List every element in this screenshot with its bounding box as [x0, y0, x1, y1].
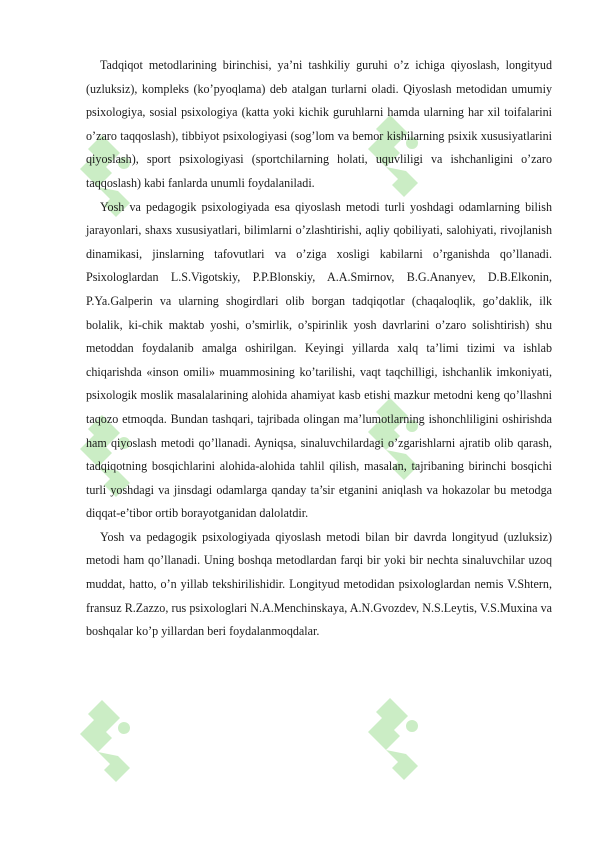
paragraph-3: Yosh va pedagogik psixologiyada qiyoslash metodi bilan bir davrda longityud (uzluksiz) metodi ham qo’llanadi. Uning boshqa metodlardan farqi bir yoki bir nechta sinaluvchilar uzoq muddat, hatto, o’n yillab tekshirilishidir. Longityud metodidan psixologlardan nemis V.Shtern, fransuz R.Zazzo, rus psixologlari N.A.Menchinskaya, A.N.Gvozdev, N.S.Leytis, V.S.Muxina va boshqalar ko’p yillardan beri foydalanmoqdalar.	[86, 529, 552, 639]
leaf-icon	[80, 700, 130, 782]
leaf-icon	[368, 698, 418, 780]
document-body	[86, 54, 552, 644]
paragraph-1: Tadqiqot metodlarining birinchisi, ya’ni tashkiliy guruhi o’z ichiga qiyoslash, longityud (uzluksiz), kompleks (ko’pyoqlama) deb atalgan turlarni oladi. Qiyoslash metodidan umumiy psixologiya, sosial psixologiya (katta yoki kichik guruhlarni hamda ularning har xil toifalarini o’zaro taqqoslash), tibbiyot psixologiyasi (sog’lom va bemor kishilarning psixik xususiyatlarini qiyoslash), sport psixologiyasi (sportchilarning holati, uquvliligi va ishchanligini o’zaro taqqoslash) kabi fanlarda unumli foydalaniladi.	[86, 58, 552, 190]
paragraph-2: Yosh va pedagogik psixologiyada esa qiyoslash metodi turli yoshdagi odamlarning bilish jarayonlari, shaxs xususiyatlari, bilimlarni o’zlashtirishi, aqliy qobiliyati, salohiyati, rivojlanish dinamikasi, jinslarning tafovutlari va o’ziga xosligi kabilarni o’rganishda qo’llanadi. Psixologlardan L.S.Vigotskiy, P.P.Blonskiy, A.A.Smirnov, B.G.Ananyev, D.B.Elkonin, P.Ya.Galperin va ularning shogirdlari olib borgan tadqiqotlar (chaqaloqlik, go’daklik, ilk bolalik, ki-chik maktab yoshi, o’smirlik, o’spirinlik yosh davrlarini o’zaro solishtirish) shu metoddan foydalanib amalga oshirilgan. Keyingi yillarda xalq ta’limi tizimi va ishlab chiqarishda «inson omili» muammosining ko’tarilishi, vaqt taqchilligi, ishchanlik imkoniyati, psixologik moslik masalalarining alohida ahamiyat kasb etishi mazkur metodni keng qo’llashni taqozo etmoqda. Bundan tashqari, tajribada olingan ma’lumotlarning ishonchliligini oshirishda ham qiyoslash metodi qo’llanadi. Ayniqsa, sinaluvchilardagi o’zgarishlarni ajratib olib qarash, tadqiqotning bosqichlarini alohida-alohida tahlil qilish, masalan, tajribaning birinchi bosqichi turli yoshdagi va jinsdagi odamlarga qanday ta’sir etganini aniqlash va hokazolar bu metodga diqqat-e’tibor ortib borayotganidan dalolatdir.	[86, 199, 552, 521]
